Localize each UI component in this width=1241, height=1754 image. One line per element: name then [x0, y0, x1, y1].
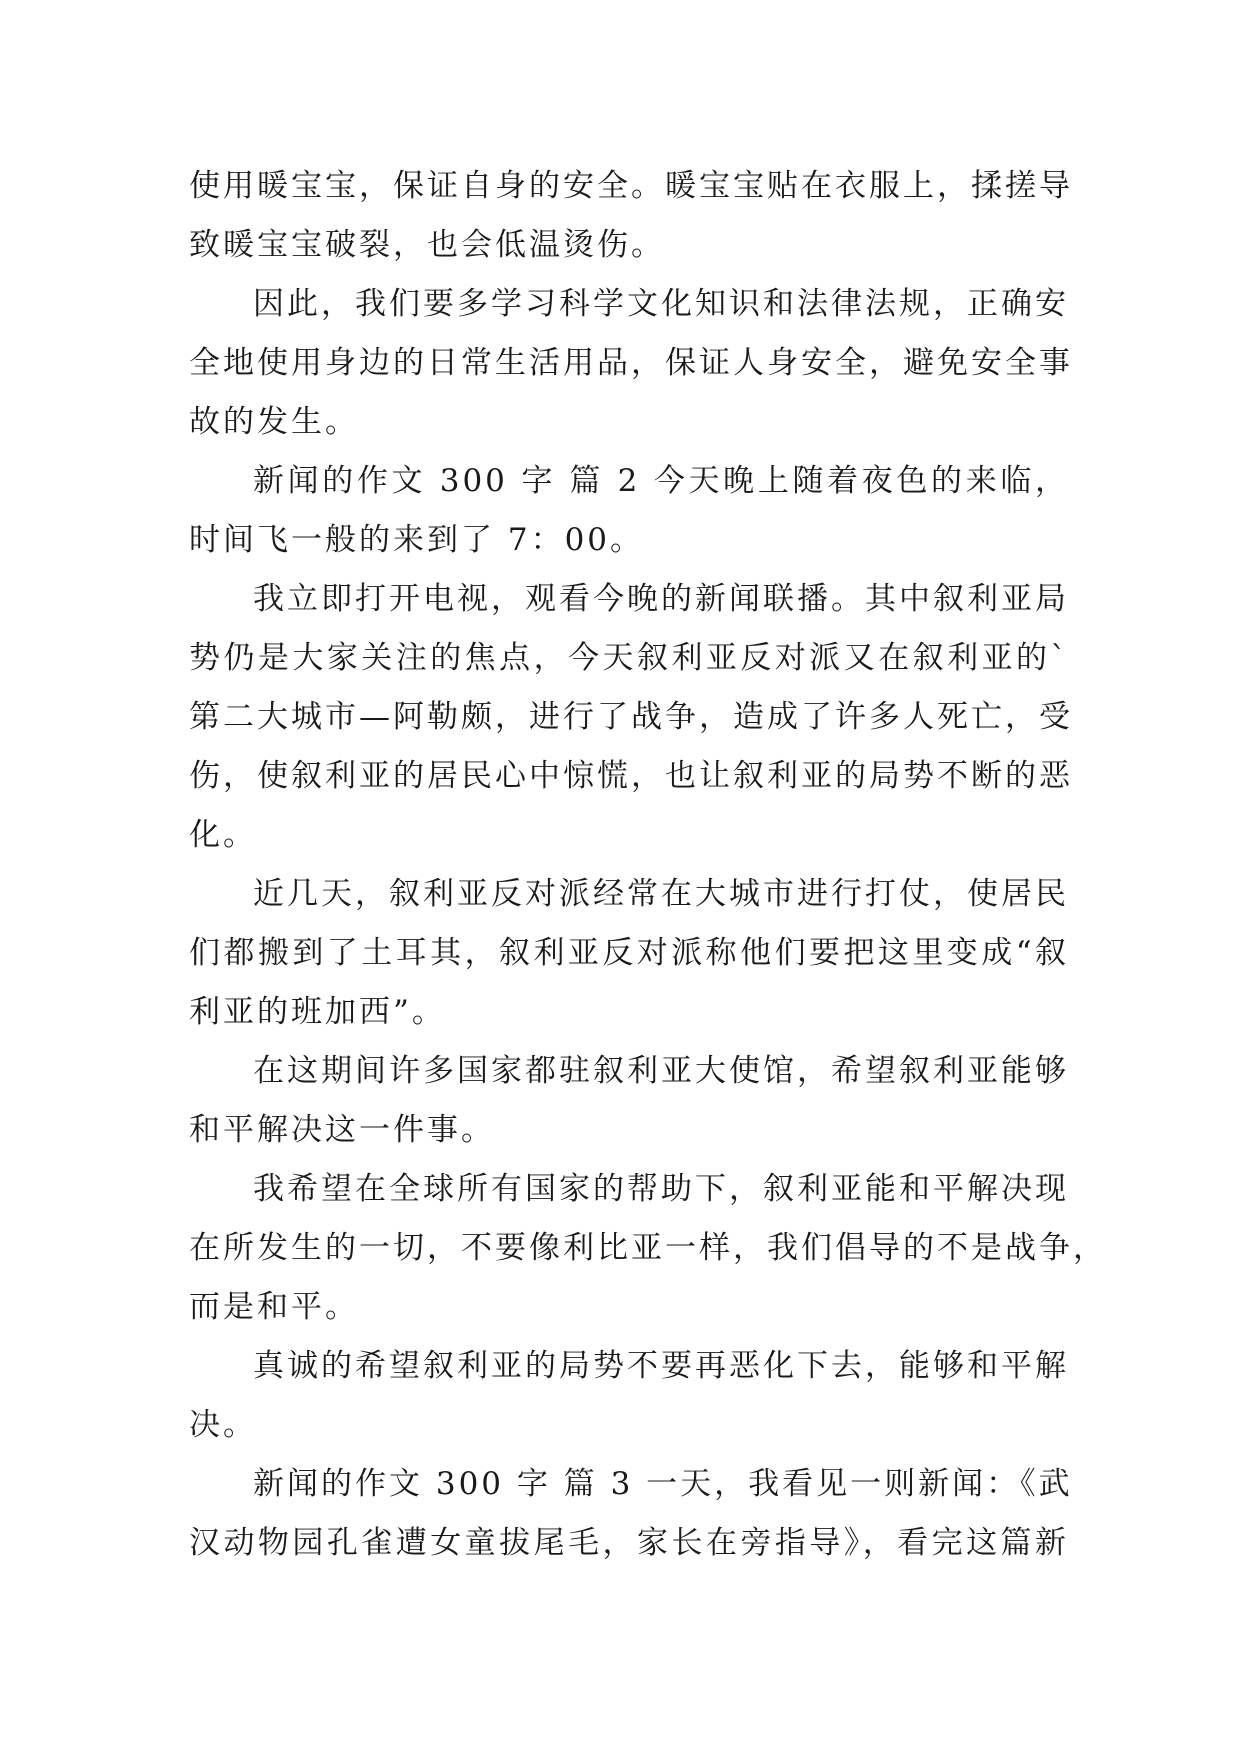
text-line: 决。	[189, 1407, 257, 1443]
text-line: 我希望在全球所有国家的帮助下，叙利亚能和平解决现	[253, 1171, 1069, 1207]
text-line: 和平解决这一件事。	[189, 1112, 495, 1148]
text-line: 第二大城市—阿勒颇，进行了战争，造成了许多人死亡，受	[189, 699, 1073, 735]
text-line: 新闻的作文 300 字 篇 3 一天，我看见一则新闻：《武	[253, 1466, 1073, 1502]
text-line: 们都搬到了土耳其，叙利亚反对派称他们要把这里变成“叙	[189, 935, 1069, 971]
text-line: 伤，使叙利亚的居民心中惊慌，也让叙利亚的局势不断的恶	[189, 758, 1073, 794]
text-line: 新闻的作文 300 字 篇 2 今天晚上随着夜色的来临，	[253, 463, 1069, 499]
text-line: 汉动物园孔雀遭女童拔尾毛，家长在旁指导》，看完这篇新	[189, 1525, 1069, 1561]
text-line: 势仍是大家关注的焦点，今天叙利亚反对派又在叙利亚的`	[189, 640, 1069, 676]
text-line: 近几天，叙利亚反对派经常在大城市进行打仗，使居民	[253, 876, 1069, 912]
text-line: 使用暖宝宝，保证自身的安全。暖宝宝贴在衣服上，揉搓导	[189, 168, 1073, 204]
text-line: 化。	[189, 817, 257, 853]
text-line: 真诚的希望叙利亚的局势不要再恶化下去，能够和平解	[253, 1348, 1069, 1384]
text-line: 在所发生的一切，不要像利比亚一样，我们倡导的不是战争，	[189, 1230, 1107, 1266]
text-line: 时间飞一般的来到了 7：00。	[189, 522, 645, 558]
text-line: 因此，我们要多学习科学文化知识和法律法规，正确安	[253, 286, 1069, 322]
text-line: 利亚的班加西”。	[189, 994, 446, 1030]
text-line: 故的发生。	[189, 404, 359, 440]
text-line: 我立即打开电视，观看今晚的新闻联播。其中叙利亚局	[253, 581, 1069, 617]
text-line: 全地使用身边的日常生活用品，保证人身安全，避免安全事	[189, 345, 1073, 381]
text-line: 而是和平。	[189, 1289, 359, 1325]
text-line: 在这期间许多国家都驻叙利亚大使馆，希望叙利亚能够	[253, 1053, 1069, 1089]
text-line: 致暖宝宝破裂，也会低温烫伤。	[189, 227, 665, 263]
